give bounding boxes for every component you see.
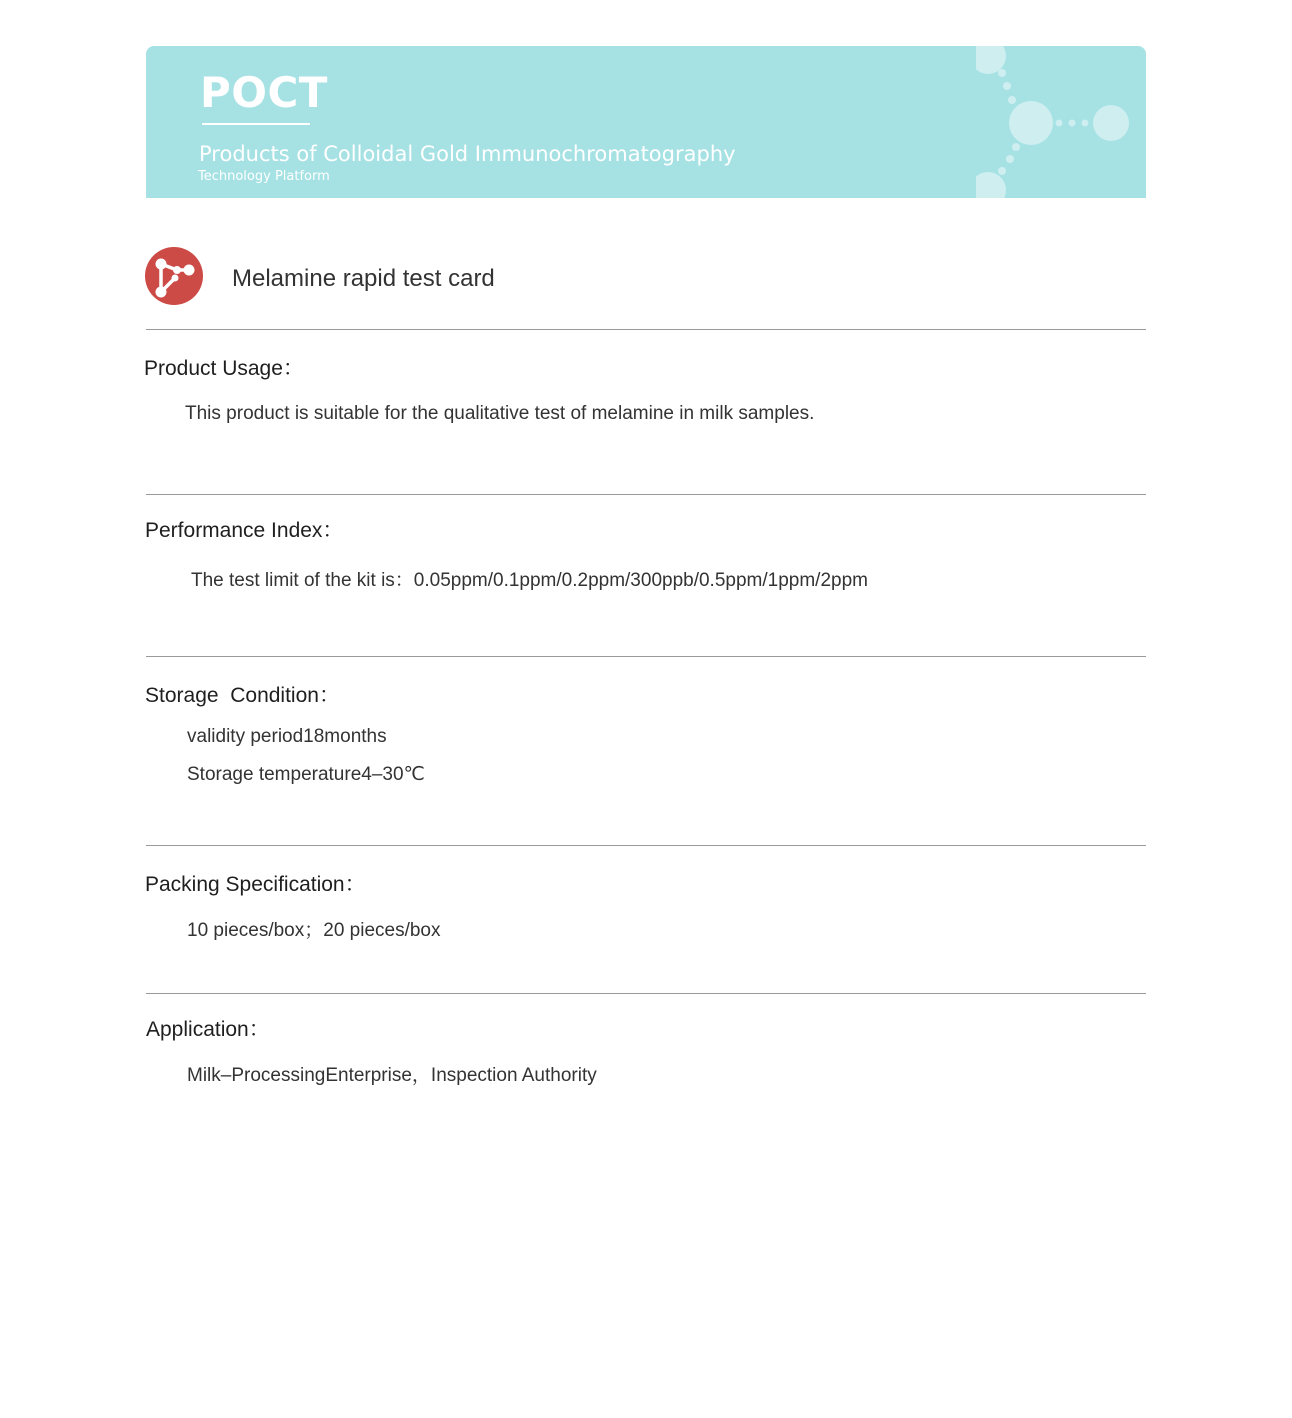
section-divider: [146, 993, 1146, 994]
storage-condition-heading: Storage Condition：: [145, 684, 340, 707]
packing-specification-text: 10 pieces/box；20 pieces/box: [187, 920, 441, 941]
section-divider: [146, 329, 1146, 330]
section-divider: [146, 656, 1146, 657]
storage-temperature-text: Storage temperature4–30℃: [187, 764, 425, 785]
section-divider: [146, 845, 1146, 846]
banner-title-underline: [202, 123, 310, 125]
product-usage-heading: Product Usage：: [144, 357, 304, 380]
validity-period-text: validity period18months: [187, 726, 387, 747]
application-text: Milk–ProcessingEnterprise，Inspection Authority: [187, 1065, 597, 1086]
packing-specification-heading: Packing Specification：: [145, 873, 366, 896]
molecule-icon: [145, 247, 203, 305]
performance-index-text: The test limit of the kit is：0.05ppm/0.1ppm/0.2ppm/300ppb/0.5ppm/1ppm/2ppm: [191, 570, 868, 591]
poct-banner: [146, 46, 1146, 198]
molecule-decoration-icon: [976, 46, 1146, 198]
performance-index-heading: Performance Index：: [145, 519, 344, 542]
product-usage-text: This product is suitable for the qualitative test of melamine in milk samples.: [185, 403, 815, 424]
banner-caption: Technology Platform: [198, 169, 330, 184]
product-title: Melamine rapid test card: [232, 265, 495, 292]
section-divider: [146, 494, 1146, 495]
application-heading: Application：: [146, 1018, 270, 1041]
banner-title: POCT: [200, 68, 328, 117]
banner-subtitle: Products of Colloidal Gold Immunochromatography: [199, 142, 736, 166]
